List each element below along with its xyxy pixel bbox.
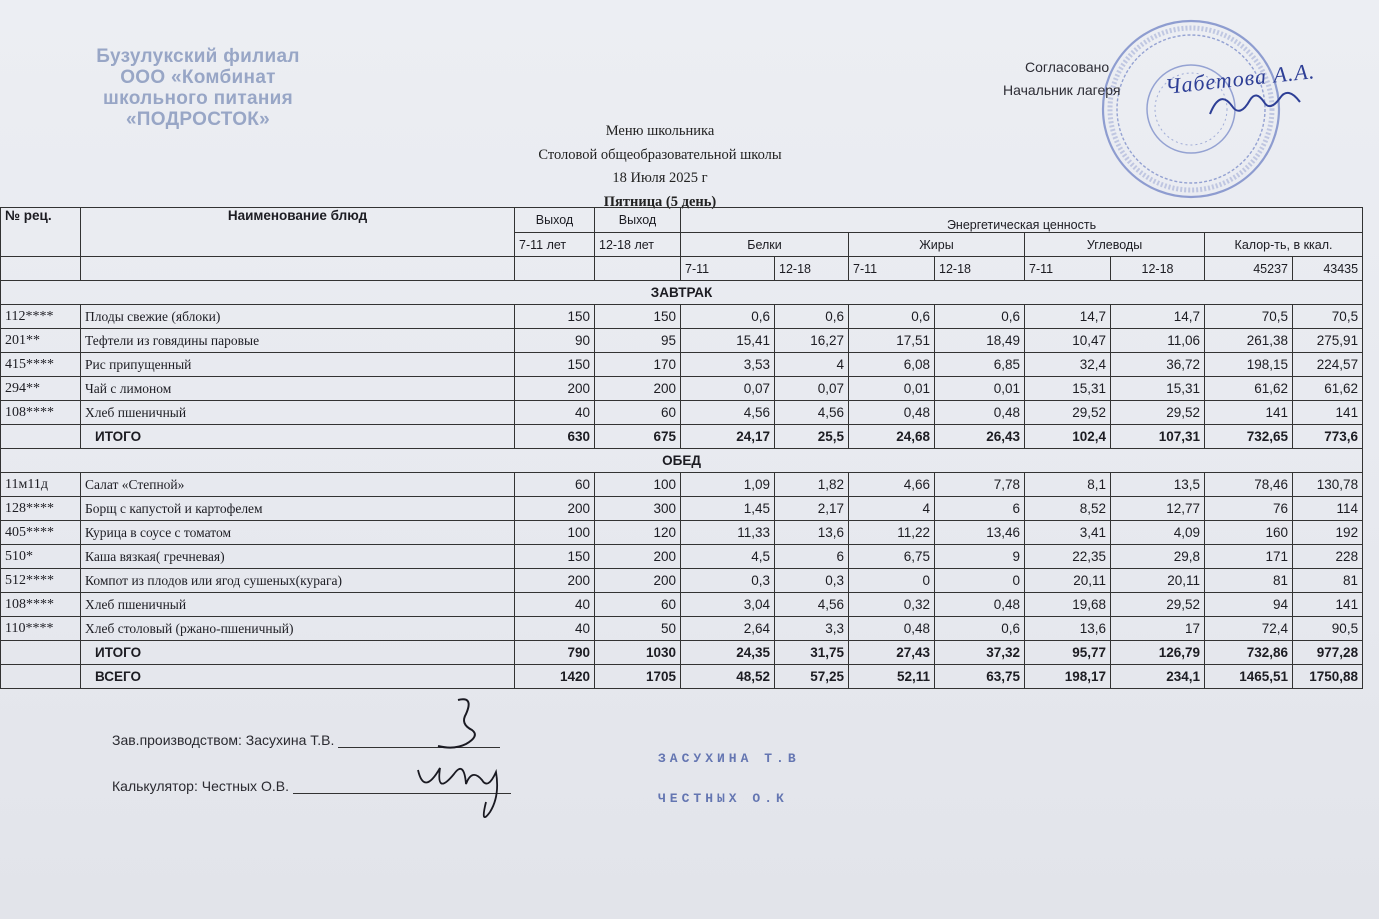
value-cell: 17 [1111, 617, 1205, 641]
sub-carbs-b: 12-18 [1111, 257, 1205, 281]
value-cell: 81 [1205, 569, 1293, 593]
dish-name: Хлеб столовый (ржано-пшеничный) [81, 617, 515, 641]
value-cell: 15,41 [681, 329, 775, 353]
value-cell: 261,38 [1205, 329, 1293, 353]
value-cell: 14,7 [1111, 305, 1205, 329]
value-cell: 2,17 [775, 497, 849, 521]
value-cell: 126,79 [1111, 641, 1205, 665]
value-cell: 107,31 [1111, 425, 1205, 449]
value-cell: 1420 [515, 665, 595, 689]
value-cell: 32,4 [1025, 353, 1111, 377]
section-row [1, 281, 1363, 305]
recipe-no [1, 641, 81, 665]
organization-stamp: Бузулукский филиал ООО «Комбинат школьного питания «ПОДРОСТОК» [96, 46, 300, 130]
section-row [1, 449, 1363, 473]
signature-icon [1150, 64, 1360, 134]
value-cell: 61,62 [1293, 377, 1363, 401]
value-cell: 0,6 [681, 305, 775, 329]
value-cell: 0,6 [935, 617, 1025, 641]
value-cell: 198,17 [1025, 665, 1111, 689]
value-cell: 11,22 [849, 521, 935, 545]
section-title: ОБЕД [1, 449, 1363, 473]
value-cell: 13,6 [1025, 617, 1111, 641]
value-cell: 4 [849, 497, 935, 521]
value-cell: 1,45 [681, 497, 775, 521]
approval-signature-name: Чабетова А.А. [1164, 58, 1317, 99]
value-cell: 81 [1293, 569, 1363, 593]
total-row [1, 641, 1363, 665]
value-cell: 0,6 [849, 305, 935, 329]
table-row [1, 353, 1363, 377]
recipe-no: 510* [1, 545, 81, 569]
dish-name: Каша вязкая( гречневая) [81, 545, 515, 569]
value-cell: 19,68 [1025, 593, 1111, 617]
value-cell: 95 [595, 329, 681, 353]
value-cell: 200 [595, 569, 681, 593]
value-cell: 40 [515, 617, 595, 641]
value-cell: 0,07 [775, 377, 849, 401]
value-cell: 0,6 [775, 305, 849, 329]
value-cell: 675 [595, 425, 681, 449]
recipe-no: 108**** [1, 401, 81, 425]
value-cell: 4,56 [775, 401, 849, 425]
total-row [1, 425, 1363, 449]
value-cell: 3,53 [681, 353, 775, 377]
value-cell: 150 [515, 545, 595, 569]
value-cell: 228 [1293, 545, 1363, 569]
approval-agreed: Согласовано [1025, 59, 1110, 75]
value-cell: 6 [935, 497, 1025, 521]
value-cell: 11,33 [681, 521, 775, 545]
value-cell: 6,75 [849, 545, 935, 569]
value-cell: 29,52 [1111, 401, 1205, 425]
value-cell: 300 [595, 497, 681, 521]
value-cell: 171 [1205, 545, 1293, 569]
grand-total-row [1, 665, 1363, 689]
value-cell: 4 [775, 353, 849, 377]
value-cell: 170 [595, 353, 681, 377]
value-cell: 4,5 [681, 545, 775, 569]
value-cell: 0,3 [681, 569, 775, 593]
recipe-no [1, 665, 81, 689]
recipe-no: 110**** [1, 617, 81, 641]
value-cell: 20,11 [1111, 569, 1205, 593]
header-calories: Калор-ть, в ккал. [1205, 233, 1363, 257]
sub-proteins-b: 12-18 [775, 257, 849, 281]
value-cell: 57,25 [775, 665, 849, 689]
dish-name: Чай с лимоном [81, 377, 515, 401]
value-cell: 0,32 [849, 593, 935, 617]
value-cell: 790 [515, 641, 595, 665]
value-cell: 72,4 [1205, 617, 1293, 641]
section-title: ЗАВТРАК [1, 281, 1363, 305]
value-cell: 24,35 [681, 641, 775, 665]
value-cell: 275,91 [1293, 329, 1363, 353]
recipe-no: 405**** [1, 521, 81, 545]
value-cell: 200 [515, 497, 595, 521]
value-cell: 29,8 [1111, 545, 1205, 569]
value-cell: 29,52 [1111, 593, 1205, 617]
value-cell: 1,09 [681, 473, 775, 497]
value-cell: 0,48 [935, 593, 1025, 617]
stamp-calculator-name: ЧЕСТНЫХ О.К [658, 791, 788, 806]
value-cell: 70,5 [1293, 305, 1363, 329]
value-cell: 160 [1205, 521, 1293, 545]
value-cell: 36,72 [1111, 353, 1205, 377]
value-cell: 3,41 [1025, 521, 1111, 545]
recipe-no: 512**** [1, 569, 81, 593]
value-cell: 22,35 [1025, 545, 1111, 569]
dish-name: ИТОГО [81, 641, 515, 665]
value-cell: 14,7 [1025, 305, 1111, 329]
value-cell: 1465,51 [1205, 665, 1293, 689]
value-cell: 0 [849, 569, 935, 593]
value-cell: 8,52 [1025, 497, 1111, 521]
value-cell: 24,68 [849, 425, 935, 449]
value-cell: 2,64 [681, 617, 775, 641]
value-cell: 90 [515, 329, 595, 353]
footer-calculator: Калькулятор: Честных О.В. [112, 778, 511, 794]
value-cell: 27,43 [849, 641, 935, 665]
value-cell: 16,27 [775, 329, 849, 353]
value-cell: 200 [595, 377, 681, 401]
recipe-no: 112**** [1, 305, 81, 329]
value-cell: 60 [595, 401, 681, 425]
sub-fats-a: 7-11 [849, 257, 935, 281]
value-cell: 90,5 [1293, 617, 1363, 641]
dish-name: Курица в соусе с томатом [81, 521, 515, 545]
value-cell: 6,85 [935, 353, 1025, 377]
value-cell: 8,1 [1025, 473, 1111, 497]
value-cell: 63,75 [935, 665, 1025, 689]
value-cell: 150 [515, 305, 595, 329]
value-cell: 1030 [595, 641, 681, 665]
recipe-no: 294** [1, 377, 81, 401]
dish-name: Хлеб пшеничный [81, 593, 515, 617]
value-cell: 17,51 [849, 329, 935, 353]
value-cell: 732,65 [1205, 425, 1293, 449]
value-cell: 100 [595, 473, 681, 497]
value-cell: 630 [515, 425, 595, 449]
value-cell: 95,77 [1025, 641, 1111, 665]
sub-cal-b: 43435 [1293, 257, 1363, 281]
value-cell: 25,5 [775, 425, 849, 449]
table-row [1, 545, 1363, 569]
dish-name: Плоды свежие (яблоки) [81, 305, 515, 329]
value-cell: 3,04 [681, 593, 775, 617]
sub-proteins-a: 7-11 [681, 257, 775, 281]
value-cell: 52,11 [849, 665, 935, 689]
value-cell: 198,15 [1205, 353, 1293, 377]
value-cell: 192 [1293, 521, 1363, 545]
header-out2-age: 12-18 лет [595, 233, 681, 257]
dish-name: ИТОГО [81, 425, 515, 449]
value-cell: 60 [595, 593, 681, 617]
menu-table [0, 207, 1363, 689]
value-cell: 1705 [595, 665, 681, 689]
value-cell: 26,43 [935, 425, 1025, 449]
value-cell: 6,08 [849, 353, 935, 377]
value-cell: 9 [935, 545, 1025, 569]
signature-calculator-icon [410, 748, 530, 818]
table-row [1, 473, 1363, 497]
dish-name: Рис припущенный [81, 353, 515, 377]
value-cell: 29,52 [1025, 401, 1111, 425]
value-cell: 78,46 [1205, 473, 1293, 497]
dish-name: Компот из плодов или ягод сушеных(курага) [81, 569, 515, 593]
header-out1: Выход [515, 208, 595, 233]
value-cell: 141 [1293, 593, 1363, 617]
value-cell: 114 [1293, 497, 1363, 521]
value-cell: 37,32 [935, 641, 1025, 665]
value-cell: 0,01 [935, 377, 1025, 401]
sub-cal-a: 45237 [1205, 257, 1293, 281]
value-cell: 200 [515, 377, 595, 401]
value-cell: 13,5 [1111, 473, 1205, 497]
value-cell: 1,82 [775, 473, 849, 497]
recipe-no: 108**** [1, 593, 81, 617]
value-cell: 773,6 [1293, 425, 1363, 449]
value-cell: 120 [595, 521, 681, 545]
value-cell: 234,1 [1111, 665, 1205, 689]
header-proteins: Белки [681, 233, 849, 257]
recipe-no: 128**** [1, 497, 81, 521]
recipe-no: 201** [1, 329, 81, 353]
value-cell: 50 [595, 617, 681, 641]
value-cell: 15,31 [1025, 377, 1111, 401]
value-cell: 130,78 [1293, 473, 1363, 497]
approval-position: Начальник лагеря [1003, 82, 1121, 98]
value-cell: 150 [515, 353, 595, 377]
value-cell: 200 [515, 569, 595, 593]
value-cell: 0,01 [849, 377, 935, 401]
value-cell: 13,6 [775, 521, 849, 545]
value-cell: 4,09 [1111, 521, 1205, 545]
value-cell: 48,52 [681, 665, 775, 689]
value-cell: 24,17 [681, 425, 775, 449]
document-title: Меню школьника Столовой общеобразовательной школы 18 Июля 2025 г Пятница (5 день) [538, 123, 782, 210]
value-cell: 18,49 [935, 329, 1025, 353]
dish-name: Хлеб пшеничный [81, 401, 515, 425]
header-carbs: Углеводы [1025, 233, 1205, 257]
table-row [1, 401, 1363, 425]
value-cell: 10,47 [1025, 329, 1111, 353]
table-row [1, 569, 1363, 593]
table-row [1, 305, 1363, 329]
table-row [1, 497, 1363, 521]
sub-carbs-a: 7-11 [1025, 257, 1111, 281]
table-subheader-row [1, 257, 1363, 281]
value-cell: 150 [595, 305, 681, 329]
dish-name: Тефтели из говядины паровые [81, 329, 515, 353]
value-cell: 11,06 [1111, 329, 1205, 353]
value-cell: 0 [935, 569, 1025, 593]
value-cell: 141 [1293, 401, 1363, 425]
footer-production-head: Зав.производством: Засухина Т.В. [112, 732, 500, 748]
table-header-row [1, 208, 1363, 233]
table-row [1, 377, 1363, 401]
value-cell: 15,31 [1111, 377, 1205, 401]
recipe-no [1, 425, 81, 449]
table-row [1, 329, 1363, 353]
value-cell: 4,56 [681, 401, 775, 425]
header-dish-name: Наименование блюд [81, 208, 515, 257]
table-row [1, 593, 1363, 617]
value-cell: 102,4 [1025, 425, 1111, 449]
value-cell: 40 [515, 401, 595, 425]
header-energy: Энергетическая ценность [681, 208, 1363, 233]
table-row [1, 521, 1363, 545]
stamp-production-name: ЗАСУХИНА Т.В [658, 751, 800, 766]
value-cell: 4,56 [775, 593, 849, 617]
recipe-no: 415**** [1, 353, 81, 377]
value-cell: 12,77 [1111, 497, 1205, 521]
value-cell: 0,6 [935, 305, 1025, 329]
header-recipe-no: № рец. [1, 208, 81, 257]
value-cell: 6 [775, 545, 849, 569]
value-cell: 0,3 [775, 569, 849, 593]
sub-fats-b: 12-18 [935, 257, 1025, 281]
value-cell: 76 [1205, 497, 1293, 521]
recipe-no: 11м11д [1, 473, 81, 497]
value-cell: 0,48 [935, 401, 1025, 425]
value-cell: 732,86 [1205, 641, 1293, 665]
value-cell: 40 [515, 593, 595, 617]
dish-name: Салат «Степной» [81, 473, 515, 497]
value-cell: 31,75 [775, 641, 849, 665]
value-cell: 224,57 [1293, 353, 1363, 377]
value-cell: 61,62 [1205, 377, 1293, 401]
value-cell: 3,3 [775, 617, 849, 641]
header-out2: Выход [595, 208, 681, 233]
value-cell: 60 [515, 473, 595, 497]
value-cell: 20,11 [1025, 569, 1111, 593]
value-cell: 0,07 [681, 377, 775, 401]
value-cell: 977,28 [1293, 641, 1363, 665]
value-cell: 94 [1205, 593, 1293, 617]
value-cell: 200 [595, 545, 681, 569]
value-cell: 141 [1205, 401, 1293, 425]
value-cell: 13,46 [935, 521, 1025, 545]
header-out1-age: 7-11 лет [515, 233, 595, 257]
value-cell: 7,78 [935, 473, 1025, 497]
value-cell: 1750,88 [1293, 665, 1363, 689]
value-cell: 0,48 [849, 401, 935, 425]
value-cell: 70,5 [1205, 305, 1293, 329]
value-cell: 0,48 [849, 617, 935, 641]
value-cell: 100 [515, 521, 595, 545]
dish-name: ВСЕГО [81, 665, 515, 689]
value-cell: 4,66 [849, 473, 935, 497]
table-row [1, 617, 1363, 641]
header-fats: Жиры [849, 233, 1025, 257]
dish-name: Борщ с капустой и картофелем [81, 497, 515, 521]
approval-block [1003, 56, 1120, 102]
